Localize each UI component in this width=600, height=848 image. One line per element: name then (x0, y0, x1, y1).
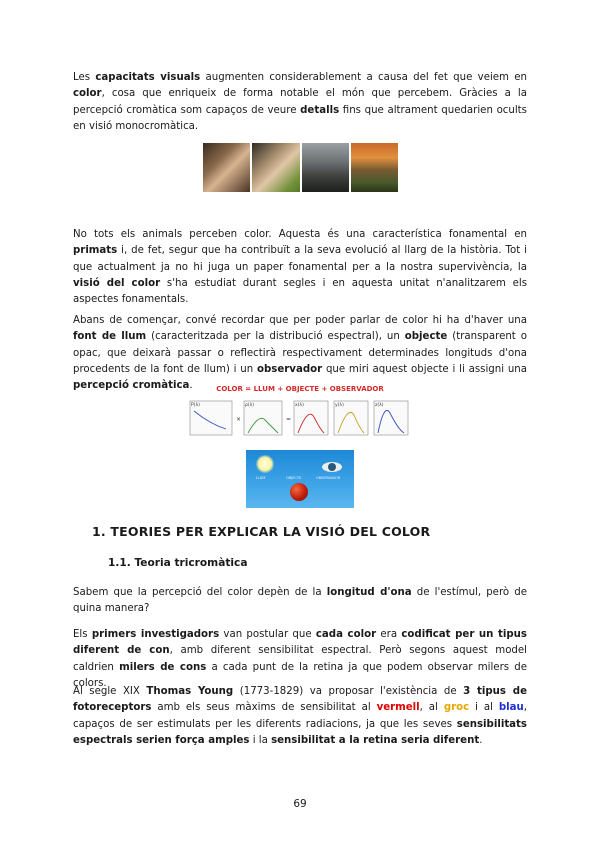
diagram-label-observer: OBSERVADOR (316, 476, 341, 480)
photo-landscape-color (351, 143, 398, 192)
graph-label-4: y(λ) (335, 403, 344, 408)
bold-term: objecte (404, 331, 448, 343)
text: (1773-1829) va proposar l'existència de (233, 686, 464, 697)
text: Al segle XIX (73, 686, 147, 697)
bold-term: detalls (300, 104, 340, 116)
bold-term: percepció cromàtica (73, 380, 190, 392)
text: i, de fet, segur que ha contribuït a la seva evolució al llarg de la història. Tot i que actualment ja no hi juga un paper fonamental per a la nostra supervivència, la (73, 245, 527, 273)
text: , cosa que enriqueix de forma notable el món que percebem. Gràcies a la percepció cromàtica som capaços de veure (73, 88, 527, 116)
subsection-heading: 1.1. Teoria tricromàtica (108, 557, 248, 569)
bold-term: sensibilitat a la retina seria diferent (271, 734, 480, 746)
text: (transparent o opac, que deixarà passar o reflectirà respectivament determinades longituds d'ona procedents de la font de llum) i un (73, 331, 527, 375)
eye-icon (322, 462, 342, 472)
text: de l'estímul, però de quina manera? (73, 587, 527, 615)
graph-object-reflectance (244, 401, 282, 435)
text: fins que altrament quedarien ocults en visió monocromàtica. (73, 104, 527, 132)
text: (caracteritzada per la distribució espectral), un (146, 331, 405, 343)
graph-light-spectrum (190, 401, 232, 435)
paragraph-animals-color (73, 227, 527, 308)
color-vs-monochrome-photos (203, 143, 398, 192)
photo-girl-sepia (203, 143, 250, 192)
graph-label-2: ρ(λ) (245, 403, 255, 408)
graph-z-sensitivity (374, 401, 408, 435)
bold-term: milers de cons (119, 661, 207, 673)
paragraph-thomas-young (73, 684, 527, 749)
text: . (479, 734, 483, 746)
text: , capaços de ser estimulats per les diferents radiacions, ja que les seves (73, 702, 527, 730)
graph-label-1: P(λ) (191, 403, 200, 408)
color-word-yellow: groc (443, 702, 470, 714)
text: Sabem que la percepció del color depèn de la (73, 587, 327, 598)
bold-term: codificat per un tipus diferent de con (73, 629, 527, 657)
paragraph-light-object-observer (73, 313, 527, 394)
text: augmenten considerablement a causa del fet que veiem en (200, 72, 528, 83)
bold-term: primers investigadors (91, 629, 220, 640)
text: a cada punt de la retina ja que podem observar milers de colors. (73, 661, 528, 689)
graph-y-sensitivity (334, 401, 368, 435)
graph-label-5: z(λ) (375, 403, 384, 408)
text: Les (73, 72, 96, 83)
paragraph-wavelength (73, 585, 527, 618)
text: Abans de començar, convé recordar que per poder parlar de color hi ha d'haver una (73, 315, 527, 326)
color-word-blue: blau (498, 702, 524, 714)
bold-term: capacitats visuals (95, 72, 201, 83)
color-formula-title: COLOR = LLUM + OBJECTE + OBSERVADOR (216, 385, 384, 393)
text: No tots els animals perceben color. Aquesta és una característica fonamental en (73, 229, 527, 240)
operator-multiply: × (236, 416, 242, 423)
graph-label-3: x(λ) (295, 403, 304, 408)
text: i al (469, 702, 499, 714)
section-heading: 1. TEORIES PER EXPLICAR LA VISIÓ DEL COLOR (92, 524, 431, 539)
bold-term: font de llum (73, 331, 147, 343)
bold-term: cada color (315, 629, 377, 640)
text: . (189, 380, 193, 392)
diagram-label-object: OBJECTE (286, 476, 302, 480)
sun-icon (256, 455, 274, 473)
bold-term: 3 tipus de fotoreceptors (73, 686, 528, 714)
bold-term: observador (257, 363, 323, 375)
text: era (376, 629, 402, 640)
color-word-red: vermell (376, 702, 420, 714)
text: , amb diferent sensibilitat espectral. Però segons aquest model caldrien (73, 645, 527, 673)
text: que miri aquest objecte i li assigni una (322, 363, 527, 375)
text: i la (249, 734, 272, 746)
spectral-graphs (188, 397, 412, 439)
bold-term: Thomas Young (146, 686, 234, 697)
paragraph-first-researchers (73, 627, 527, 692)
bold-term: longitud d'ona (326, 587, 412, 598)
operator-equals: = (286, 416, 292, 423)
page-number: 69 (293, 798, 307, 810)
photo-landscape-monochrome (302, 143, 349, 192)
bold-term: color (73, 88, 102, 100)
paragraph-visual-capacities (73, 70, 527, 135)
graph-x-sensitivity (294, 401, 328, 435)
diagram-label-light: LLUM (256, 476, 266, 480)
light-object-observer-diagram (246, 450, 354, 508)
bold-term: sensibilitats espectrals serien força amples (73, 718, 527, 746)
text: Els (73, 629, 92, 640)
text: amb els seus màxims de sensibilitat al (151, 702, 377, 714)
bold-term: visió del color (73, 277, 161, 289)
text: s'ha estudiat durant segles i en aquesta unitat n'analitzarem els aspectes fonamentals. (73, 277, 527, 306)
photo-girl-color (252, 143, 299, 192)
apple-icon (290, 483, 308, 501)
text: van postular que (219, 629, 316, 640)
text: , al (419, 702, 444, 714)
bold-term: primats (73, 245, 118, 257)
